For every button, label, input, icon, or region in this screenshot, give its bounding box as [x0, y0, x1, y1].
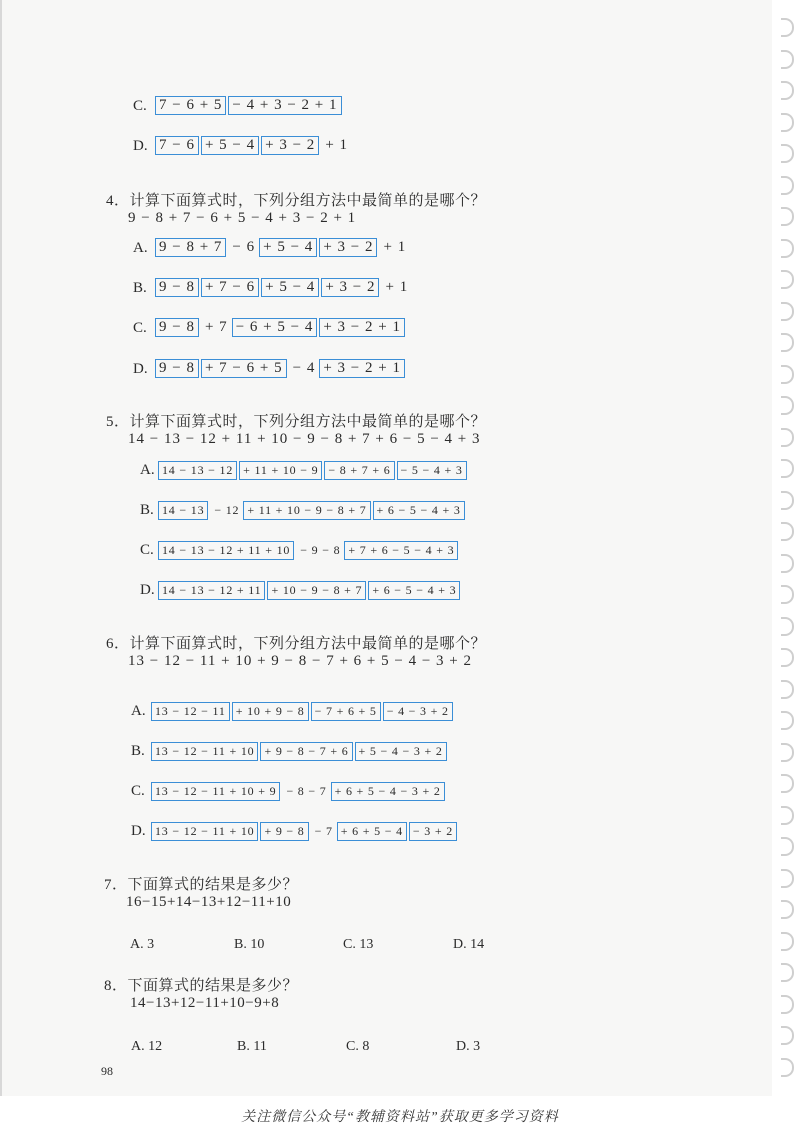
binder-ring	[781, 711, 794, 730]
binder-ring	[781, 806, 794, 825]
grouping-box: 9 − 8	[155, 278, 199, 297]
grouping-box: + 3 − 2	[261, 136, 319, 155]
grouping-box: 13 − 12 − 11 + 10	[151, 822, 258, 841]
q8-stem: 8．下面算式的结果是多少？	[104, 978, 299, 994]
grouping-box: 7 − 6 + 5	[155, 96, 226, 115]
page-number: 98	[101, 1064, 113, 1078]
binder-ring	[781, 900, 794, 919]
binder-ring	[781, 995, 794, 1014]
grouping-box: + 5 − 4	[201, 136, 259, 155]
ungrouped-term: − 12	[214, 503, 240, 517]
binder-ring	[781, 554, 794, 573]
grouping-box: + 3 − 2	[321, 278, 379, 297]
q8-answer-c: C. 8	[346, 1039, 370, 1054]
grouping-box: + 5 − 4	[261, 278, 319, 297]
q6-option-b-expression	[151, 742, 449, 761]
ungrouped-term: − 9 − 8	[300, 543, 341, 557]
q6-option-d-expression	[151, 822, 459, 841]
grouping-box: + 6 + 5 − 4	[337, 822, 407, 841]
grouping-box: + 6 + 5 − 4 − 3 + 2	[331, 782, 445, 801]
q6-option-d-label: D.	[131, 823, 146, 839]
grouping-box: − 4 + 3 − 2 + 1	[228, 96, 341, 115]
q4-option-b-expression	[155, 278, 412, 297]
binder-ring	[781, 81, 794, 100]
grouping-box: + 5 − 4 − 3 + 2	[355, 742, 447, 761]
q6-option-b-label: B.	[131, 743, 145, 759]
q4-stem: 4．计算下面算式时，下列分组方法中最简单的是哪个？	[106, 193, 487, 209]
grouping-box: + 10 − 9 − 8 + 7	[267, 581, 366, 600]
grouping-box: + 7 − 6	[201, 278, 259, 297]
grouping-box: 13 − 12 − 11 + 10	[151, 742, 258, 761]
grouping-box: + 10 + 9 − 8	[232, 702, 309, 721]
grouping-box: − 8 + 7 + 6	[324, 461, 394, 480]
binder-ring	[781, 302, 794, 321]
q8-expression: 14−13+12−11+10−9+8	[130, 995, 280, 1011]
q8-answer-d: D. 3	[456, 1039, 481, 1054]
binder-ring	[781, 837, 794, 856]
q4-option-a-expression	[155, 238, 410, 257]
q5-option-a-expression	[158, 461, 469, 480]
binder-ring	[781, 459, 794, 478]
grouping-box: + 11 + 10 − 9 − 8 + 7	[243, 501, 370, 520]
grouping-box: − 3 + 2	[409, 822, 457, 841]
grouping-box: 9 − 8 + 7	[155, 238, 226, 257]
grouping-box: 13 − 12 − 11	[151, 702, 230, 721]
binder-ring	[781, 932, 794, 951]
q5-option-d-expression	[158, 581, 462, 600]
q8-answer-b: B. 11	[237, 1039, 267, 1054]
grouping-box: + 3 − 2 + 1	[319, 318, 405, 337]
q5-option-c-expression	[158, 541, 460, 560]
grouping-box: 14 − 13	[158, 501, 208, 520]
q5-stem: 5．计算下面算式时，下列分组方法中最简单的是哪个？	[106, 414, 487, 430]
q3-option-c-expression	[155, 96, 344, 115]
grouping-box: + 3 − 2 + 1	[319, 359, 405, 378]
q6-expression: 13 − 12 − 11 + 10 + 9 − 8 − 7 + 6 + 5 − 4 − 3 + 2	[128, 653, 472, 669]
q6-stem: 6．计算下面算式时，下列分组方法中最简单的是哪个？	[106, 636, 487, 652]
grouping-box: − 5 − 4 + 3	[397, 461, 467, 480]
binder-ring	[781, 113, 794, 132]
grouping-box: + 11 + 10 − 9	[239, 461, 322, 480]
footer-banner: 关注微信公众号“教辅资料站”获取更多学习资料	[241, 1110, 559, 1125]
ungrouped-term: + 1	[325, 137, 349, 153]
binder-ring	[781, 50, 794, 69]
grouping-box: + 7 + 6 − 5 − 4 + 3	[344, 541, 458, 560]
q7-answer-b: B. 10	[234, 937, 265, 952]
q6-option-c-label: C.	[131, 783, 145, 799]
q7-answer-a: A. 3	[130, 937, 155, 952]
binder-ring	[781, 176, 794, 195]
binder-rings	[770, 18, 800, 1098]
q4-expression: 9 − 8 + 7 − 6 + 5 − 4 + 3 − 2 + 1	[128, 210, 357, 226]
binder-ring	[781, 585, 794, 604]
q5-option-a-label: A.	[140, 462, 155, 478]
q7-expression: 16−15+14−13+12−11+10	[126, 894, 292, 910]
ungrouped-term: − 6	[232, 239, 256, 255]
grouping-box: + 6 − 5 − 4 + 3	[373, 501, 465, 520]
binder-ring	[781, 617, 794, 636]
q7-answer-d: D. 14	[453, 937, 485, 952]
q6-option-c-expression	[151, 782, 447, 801]
q6-option-a-expression	[151, 702, 455, 721]
grouping-box: + 9 − 8 − 7 + 6	[260, 742, 352, 761]
q5-option-d-label: D.	[140, 582, 155, 598]
ungrouped-term: − 4	[292, 360, 316, 376]
binder-ring	[781, 144, 794, 163]
binder-ring	[781, 491, 794, 510]
q3-option-d-expression	[155, 136, 352, 155]
binder-ring	[781, 333, 794, 352]
binder-ring	[781, 207, 794, 226]
ungrouped-term: + 1	[385, 279, 409, 295]
binder-ring	[781, 1026, 794, 1045]
q8-answer-a: A. 12	[131, 1039, 163, 1054]
binder-ring	[781, 522, 794, 541]
q5-expression: 14 − 13 − 12 + 11 + 10 − 9 − 8 + 7 + 6 − 5 − 4 + 3	[128, 431, 481, 447]
grouping-box: − 7 + 6 + 5	[311, 702, 381, 721]
ungrouped-term: − 8 − 7	[286, 784, 327, 798]
q4-option-a-label: A.	[133, 240, 148, 256]
grouping-box: 9 − 8	[155, 359, 199, 378]
binder-ring	[781, 396, 794, 415]
grouping-box: + 6 − 5 − 4 + 3	[368, 581, 460, 600]
binder-ring	[781, 365, 794, 384]
grouping-box: 9 − 8	[155, 318, 199, 337]
q7-answer-c: C. 13	[343, 937, 374, 952]
q5-option-c-label: C.	[140, 542, 154, 558]
ungrouped-term: + 1	[383, 239, 407, 255]
binder-ring	[781, 428, 794, 447]
binder-ring	[781, 239, 794, 258]
grouping-box: 14 − 13 − 12 + 11	[158, 581, 265, 600]
grouping-box: + 9 − 8	[260, 822, 308, 841]
grouping-box: + 3 − 2	[319, 238, 377, 257]
binder-ring	[781, 270, 794, 289]
q4-option-d-label: D.	[133, 361, 148, 377]
ungrouped-term: − 7	[314, 824, 333, 838]
binder-ring	[781, 18, 794, 37]
q5-option-b-label: B.	[140, 502, 154, 518]
binder-ring	[781, 774, 794, 793]
grouping-box: 13 − 12 − 11 + 10 + 9	[151, 782, 280, 801]
ungrouped-term: + 7	[204, 319, 228, 335]
grouping-box: 14 − 13 − 12 + 11 + 10	[158, 541, 294, 560]
binder-ring	[781, 680, 794, 699]
q4-option-c-label: C.	[133, 320, 147, 336]
grouping-box: + 7 − 6 + 5	[201, 359, 287, 378]
grouping-box: 7 − 6	[155, 136, 199, 155]
q7-stem: 7．下面算式的结果是多少？	[104, 877, 299, 893]
q4-option-c-expression	[155, 318, 407, 337]
binder-ring	[781, 743, 794, 762]
q5-option-b-expression	[158, 501, 467, 520]
q4-option-b-label: B.	[133, 280, 147, 296]
grouping-box: − 4 − 3 + 2	[383, 702, 453, 721]
q4-option-d-expression	[155, 359, 407, 378]
binder-ring	[781, 963, 794, 982]
binder-ring	[781, 648, 794, 667]
grouping-box: − 6 + 5 − 4	[232, 318, 318, 337]
q3-option-c-label: C.	[133, 98, 147, 114]
grouping-box: 14 − 13 − 12	[158, 461, 237, 480]
binder-ring	[781, 1058, 794, 1077]
q6-option-a-label: A.	[131, 703, 146, 719]
binder-ring	[781, 869, 794, 888]
q3-option-d-label: D.	[133, 138, 148, 154]
grouping-box: + 5 − 4	[259, 238, 317, 257]
